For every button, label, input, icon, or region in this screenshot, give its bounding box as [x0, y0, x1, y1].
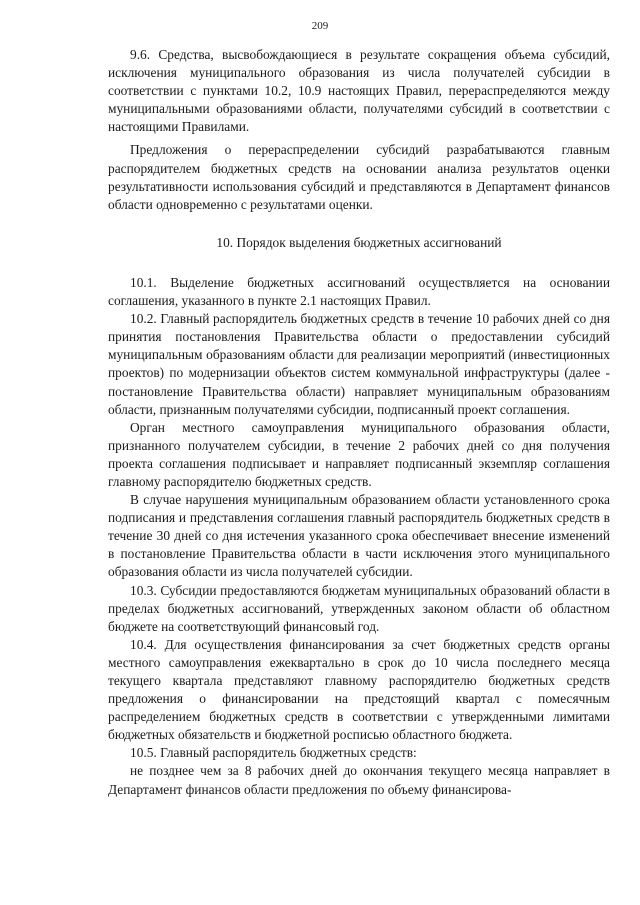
- page-number: 209: [311, 20, 329, 32]
- section-heading: 10. Порядок выделения бюджетных ассигнований: [216, 234, 502, 250]
- paragraph-10-3: 10.3. Субсидии предоставляются бюджетам муниципальных образований области в пределах бюджетных ассигнований, утвержденных законом области об областном бюджете на соответствующий финансовый год.: [108, 582, 610, 634]
- paragraph-local-authority: Орган местного самоуправления муниципального образования области, признанного получателем субсидии, в течение 2 рабочих дней со дня получения проекта соглашения подписывает и направляет подписанный экземпляр соглашения главному распорядителю бюджетных средств.: [108, 419, 610, 489]
- paragraph-10-1: 10.1. Выделение бюджетных ассигнований осуществляется на основании соглашения, указанного в пункте 2.1 настоящих Правил.: [108, 274, 610, 309]
- paragraph-violation-case: В случае нарушения муниципальным образованием области установленного срока подписания и представления соглашения главный распорядитель бюджетных средств в течение 30 дней со дня истечения указанного срока обеспечивает внесение изменений в постановление Правительства области в части исключения этого муниципального образования области из числа получателей субсидии.: [108, 492, 610, 580]
- paragraph-redistribution-proposals: Предложения о перераспределении субсидий разрабатываются главным распорядителем бюджетных средств на основании анализа результатов оценки результативности использования субсидий и представляются в Департамент финансов области одновременно с результатами оценки.: [108, 142, 610, 212]
- paragraph-10-4: 10.4. Для осуществления финансирования за счет бюджетных средств органы местного самоуправления ежеквартально в срок до 10 числа последнего месяца текущего квартала представляют главному распорядителю бюджетных средств предложения о финансировании на предстоящий квартал с помесячным распределением бюджетных средств в соответствии с утвержденными лимитами бюджетных обязательств и бюджетной росписью областного бюджета.: [108, 636, 610, 743]
- paragraph-10-5: 10.5. Главный распорядитель бюджетных средств:: [130, 745, 417, 761]
- document-body: [108, 46, 610, 799]
- paragraph-10-2: 10.2. Главный распорядитель бюджетных средств в течение 10 рабочих дней со дня принятия постановления Правительства области о предоставлении субсидий муниципальным образованиям области для реализации мероприятий (инвестиционных проектов) по модернизации объектов систем коммунальной инфраструктуры (далее - постановление Правительства области) направляет муниципальным образованиям области, признанным получателями субсидии, подписанный проект соглашения.: [108, 311, 610, 417]
- paragraph-9-6: 9.6. Средства, высвобождающиеся в результате сокращения объема субсидий, исключения муниципального образования из числа получателей субсидии в соответствии с пунктами 10.2, 10.9 настоящих Правил, перераспределяются между муниципальными образованиями области, получателями субсидий в соответствии с настоящими Правилами.: [108, 47, 610, 135]
- paragraph-10-5-deadline: не позднее чем за 8 рабочих дней до окончания текущего месяца направляет в Департамент финансов области предложения по объему финансирова-: [108, 763, 610, 797]
